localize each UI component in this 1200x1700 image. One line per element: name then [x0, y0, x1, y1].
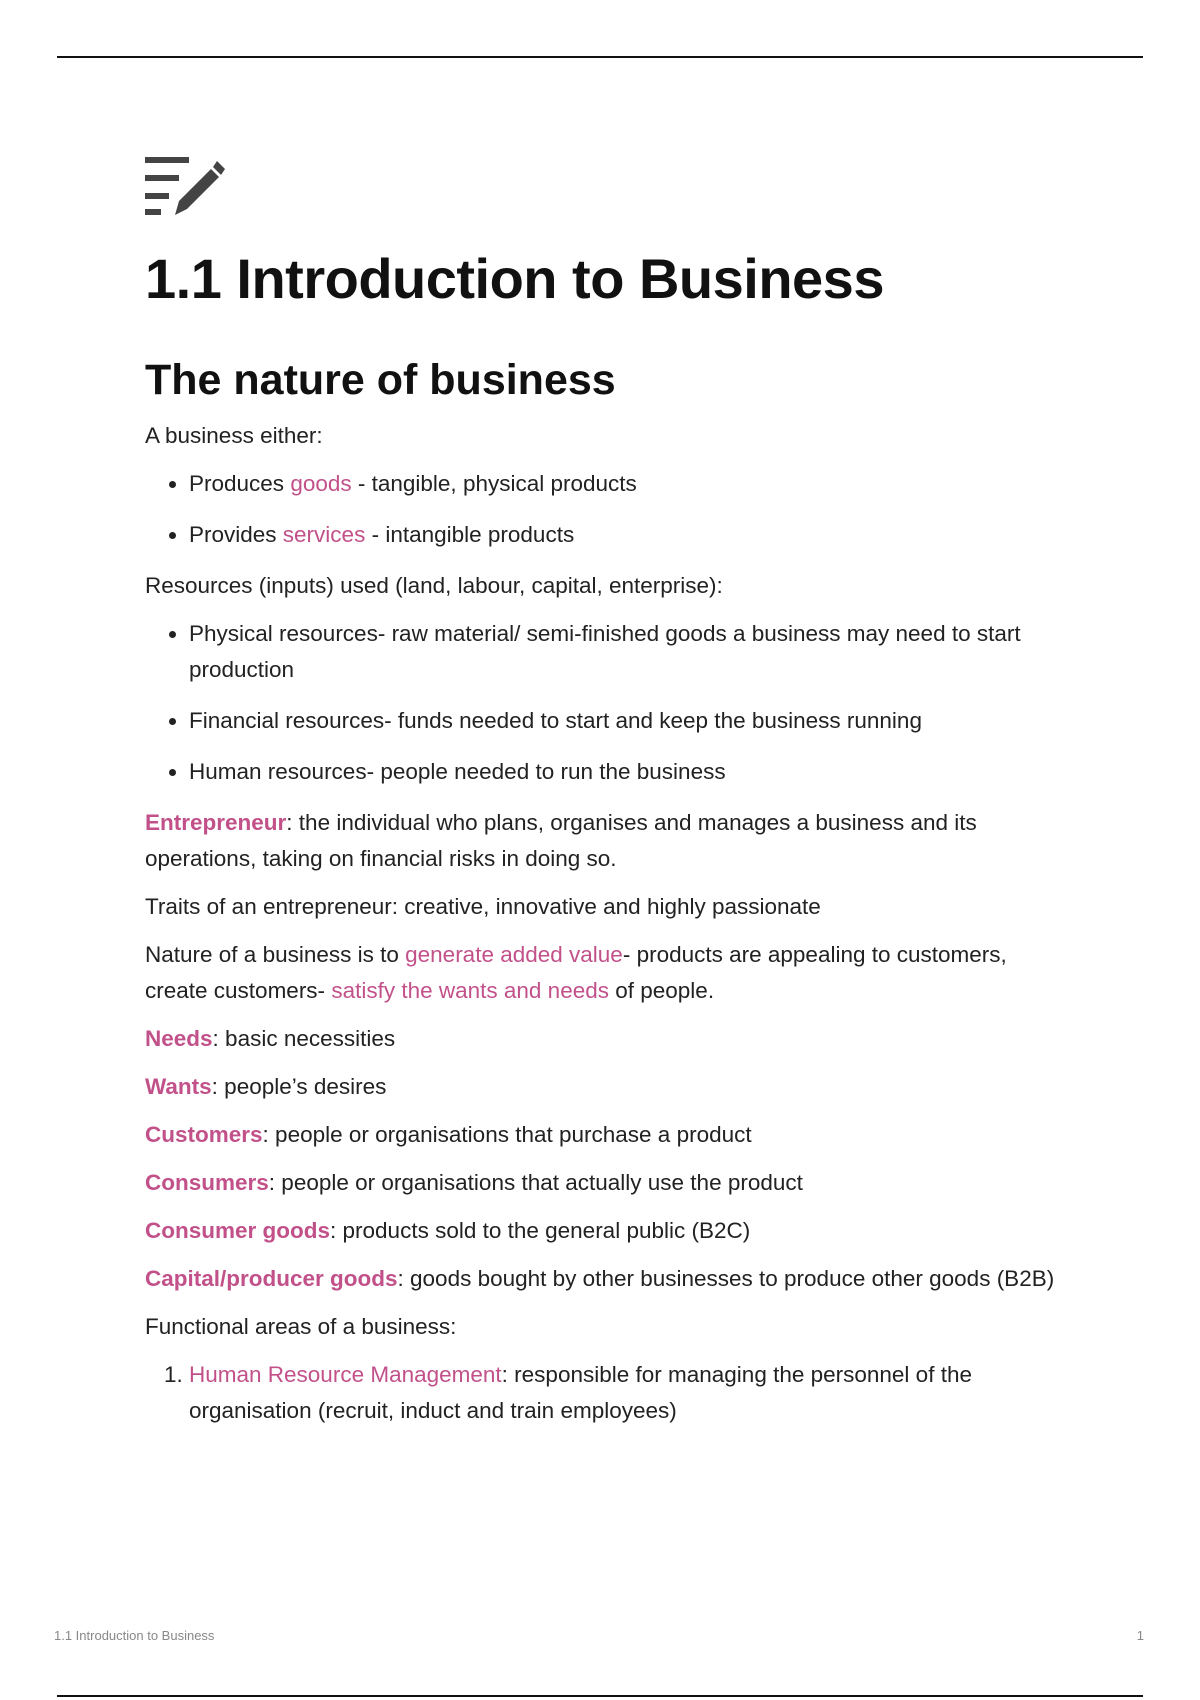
- definition-capital-goods: Capital/producer goods: goods bought by other businesses to produce other goods (B2B): [145, 1265, 1055, 1291]
- list-item: • Human resources- people needed to run the business: [189, 754, 1065, 790]
- definition-consumer-goods: Consumer goods: products sold to the general public (B2C): [145, 1217, 751, 1243]
- nature-text: Nature of a business is to generate added value- products are appealing to customers, create customers- satisfy the wants and needs of people.: [145, 941, 1007, 1003]
- functional-areas-list: [145, 1357, 1065, 1429]
- highlight-services: services: [282, 521, 366, 547]
- bottom-rule: [57, 1695, 1143, 1697]
- resources-intro: Resources (inputs) used (land, labour, capital, enterprise):: [145, 572, 723, 598]
- list-item: • Financial resources- funds needed to start and keep the business running: [189, 703, 1065, 739]
- list-item-goods: • Produces goods - tangible, physical products: [189, 466, 1065, 502]
- definition-consumers: Consumers: people or organisations that actually use the product: [145, 1169, 803, 1195]
- resources-list: [145, 616, 1065, 790]
- list-item: • Physical resources- raw material/ semi-finished goods a business may need to start production: [189, 616, 1065, 688]
- business-types-list: [145, 466, 1065, 553]
- functional-intro: Functional areas of a business:: [145, 1313, 457, 1339]
- page-number: 1: [1136, 1628, 1144, 1643]
- page-title: 1.1 Introduction to Business: [145, 247, 884, 310]
- footer-title: 1.1 Introduction to Business: [54, 1628, 215, 1643]
- entrepreneur-definition: Entrepreneur: the individual who plans, organises and manages a business and its operations, taking on financial risks in doing so.: [145, 809, 977, 871]
- definition-needs: Needs: basic necessities: [145, 1025, 396, 1051]
- highlight-wants-needs: satisfy the wants and needs: [331, 977, 609, 1003]
- list-item: 1. Human Resource Management: responsible for managing the personnel of the organisation (recruit, induct and train employees): [189, 1357, 1065, 1429]
- notes-edit-icon: [145, 155, 229, 217]
- list-item-services: • Provides services - intangible products: [189, 517, 1065, 553]
- top-rule: [57, 56, 1143, 58]
- definition-wants: Wants: people’s desires: [145, 1073, 387, 1099]
- highlight-hrm: Human Resource Management: [189, 1361, 502, 1387]
- section-heading: The nature of business: [145, 356, 616, 405]
- term-entrepreneur: Entrepreneur: [145, 809, 287, 835]
- intro-text: A business either:: [145, 422, 323, 448]
- definition-customers: Customers: people or organisations that purchase a product: [145, 1121, 752, 1147]
- document-body: [145, 155, 1065, 1444]
- highlight-goods: goods: [290, 470, 352, 496]
- traits-text: Traits of an entrepreneur: creative, innovative and highly passionate: [145, 893, 821, 919]
- highlight-added-value: generate added value: [405, 941, 623, 967]
